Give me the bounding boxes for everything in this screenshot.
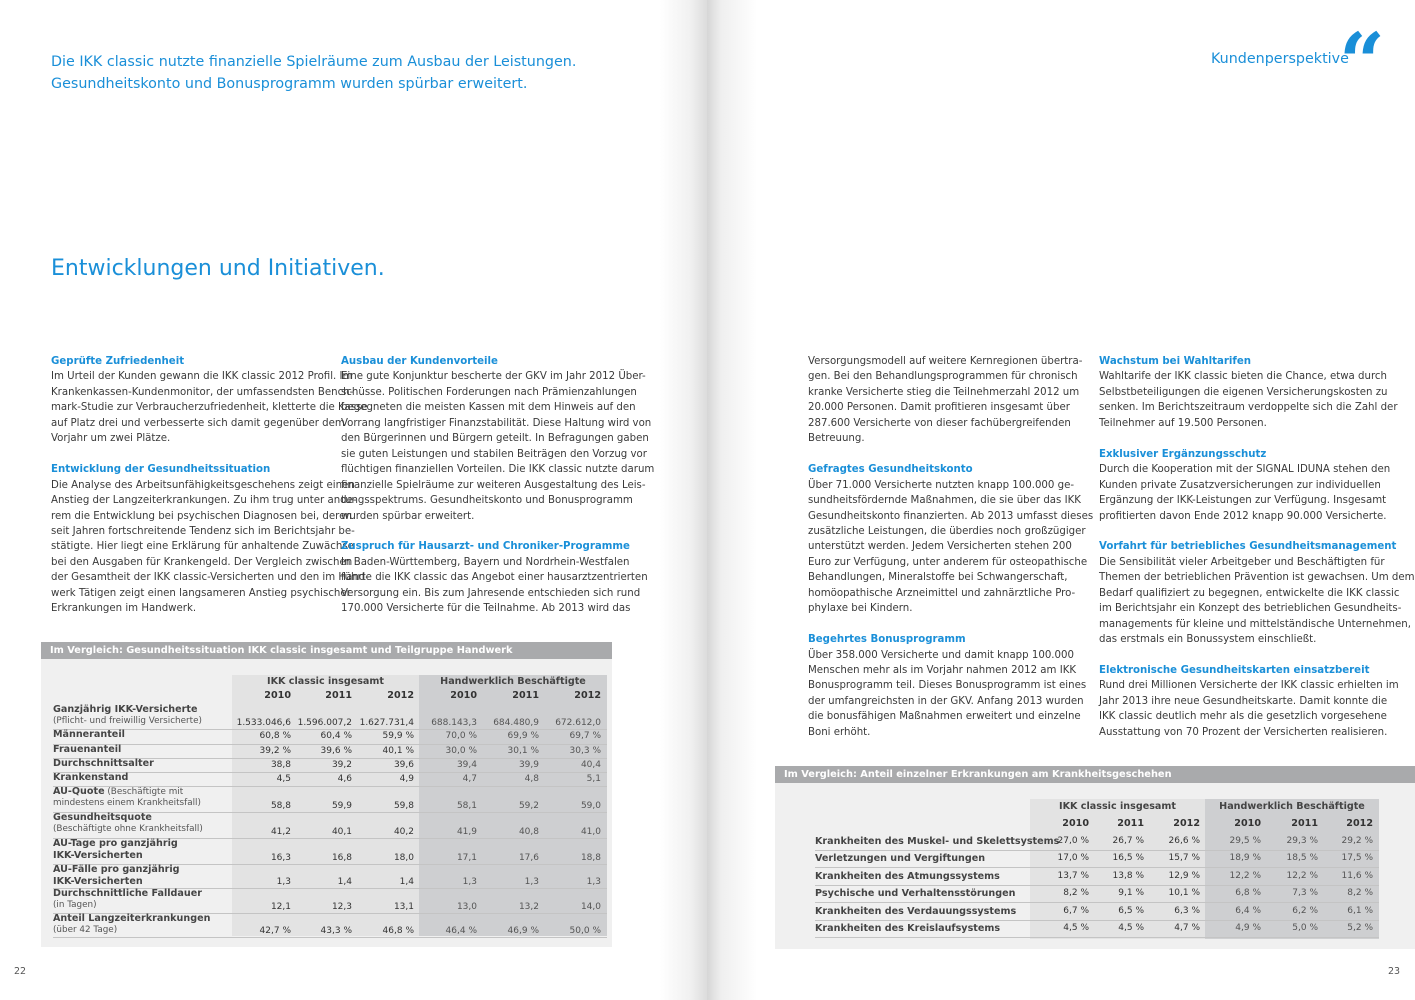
row-label-main: Krankenstand: [53, 772, 129, 783]
table-cell: 40,2: [393, 827, 414, 837]
table-cell: 14,0: [580, 902, 601, 912]
body-text-line: seit Jahren fortschreitende Tendenz sich im Berichtsjahr be-: [51, 525, 355, 537]
subsection-heading: Begehrtes Bonusprogramm: [808, 634, 966, 646]
table-title: Im Vergleich: Gesundheitssituation IKK classic insgesamt und Teilgruppe Handwerk: [41, 642, 612, 659]
table-row: [53, 704, 607, 729]
table-cell: 60,8 %: [259, 731, 291, 741]
table-cell: 16,8: [331, 853, 352, 863]
body-text-line: Menschen mehr als im Vorjahr nahmen 2012 am IKK: [808, 665, 1077, 677]
body-text-line: Eine gute Konjunktur bescherte der GKV im Jahr 2012 Über-: [341, 371, 646, 383]
table-cell: 6,3 %: [1174, 905, 1200, 916]
paragraph-spacer: [1099, 524, 1415, 539]
year-header: 2012: [1346, 818, 1373, 829]
body-text-line: Ausstattung von 70 Prozent der Versicherten realisieren.: [1099, 726, 1388, 738]
left-column-1: [51, 354, 369, 617]
table-cell: 40,8: [518, 827, 539, 837]
group-header: IKK classic insgesamt: [1030, 799, 1205, 815]
table-cell: 6,5 %: [1118, 905, 1144, 916]
table-cell: 29,5 %: [1229, 836, 1261, 846]
body-text-line: Durch die Kooperation mit der SIGNAL IDUNA stehen den: [1099, 464, 1391, 476]
table-cell: 1,3: [276, 877, 291, 887]
body-text-line: 20.000 Personen. Damit profitieren insgesamt über: [808, 402, 1070, 414]
row-label-main: Durchschnittliche Falldauer: [53, 888, 202, 899]
body-text-line: Krankenkassen-Kundenmonitor, der umfassendsten Bench-: [51, 386, 354, 398]
paragraph-spacer: [1099, 431, 1415, 446]
body-text-line: Wahltarife der IKK classic bieten die Chance, etwa durch: [1099, 371, 1387, 383]
table-cell: 29,2 %: [1341, 836, 1373, 846]
table-cell: 41,0: [580, 827, 601, 837]
row-label: [53, 838, 178, 862]
table-row: [53, 744, 607, 758]
row-label: [53, 744, 121, 756]
table-cell: 40,4: [580, 760, 601, 770]
table-cell: 59,2: [518, 801, 539, 811]
year-header: 2011: [1291, 818, 1318, 829]
paragraph-spacer: [808, 447, 1093, 462]
table-cell: 8,2 %: [1063, 888, 1089, 899]
row-label-main: Krankheiten des Verdauungssystems: [815, 905, 1017, 917]
table-cell: 12,2 %: [1229, 870, 1261, 881]
body-text-line: Vorrang langfristiger Finanzstabilität. Diese Haltung wird von: [341, 417, 652, 429]
row-label: [53, 704, 202, 727]
body-text-line: managements für kleine und mittelständische Unternehmen,: [1099, 618, 1411, 630]
table-cell: 8,2 %: [1347, 888, 1373, 899]
table-cell: 4,5 %: [1118, 923, 1144, 933]
body-text-line: der Gesamtheit der IKK classic-Versicherten und den im Hand-: [51, 572, 369, 584]
right-page: [707, 0, 1415, 1000]
table-cell: 18,0: [393, 853, 414, 863]
year-header: 2010: [1062, 818, 1089, 829]
year-header: 2012: [1173, 818, 1200, 829]
table-cell: 4,5 %: [1063, 923, 1089, 933]
table-cell: 26,6 %: [1168, 836, 1200, 846]
year-header: 2011: [512, 690, 539, 701]
body-text-line: In Baden-Württemberg, Bayern und Nordrhein-Westfalen: [341, 556, 630, 568]
subsection-heading: Elektronische Gesundheitskarten einsatzbereit: [1099, 665, 1370, 677]
table-cell: 17,1: [456, 853, 477, 863]
row-label-main: Verletzungen und Vergiftungen: [815, 853, 986, 865]
row-label-note: (über 42 Tage): [53, 925, 118, 935]
body-text-line: Erkrankungen im Handwerk.: [51, 603, 197, 615]
table-cell: 13,8 %: [1112, 870, 1144, 881]
year-header: 2010: [450, 690, 477, 701]
table-cell: 46,8 %: [382, 926, 414, 936]
body-text-line: 170.000 Versicherte für die Teilnahme. Ab 2013 wird das: [341, 603, 631, 615]
subsection-heading: Zuspruch für Hausarzt- und Chroniker-Programme: [341, 541, 630, 553]
table-cell: 4,9 %: [1235, 923, 1261, 933]
row-divider: [53, 937, 607, 938]
table-cell: 1,3: [586, 877, 601, 887]
body-text-line: flüchtigen finanziellen Vorteilen. Die IKK classic nutzte darum: [341, 464, 655, 476]
body-text-line: sie guten Leistungen und stabilen Beiträgen den Vorzug vor: [341, 448, 647, 460]
table-cell: 5,2 %: [1347, 923, 1373, 933]
body-text-line: Selbstbeteiligungen die eigenen Versicherungskosten zu: [1099, 386, 1388, 398]
row-label-main: IKK-Versicherten: [53, 850, 143, 861]
paragraph-spacer: [51, 447, 369, 462]
table-cell: 12,1: [270, 902, 291, 912]
year-header: 2011: [1117, 818, 1144, 829]
table-cell: 39,2 %: [259, 746, 291, 756]
table-cell: 1.533.046,6: [236, 718, 291, 728]
table-cell: 30,3 %: [569, 746, 601, 756]
body-text-line: die bonusfähigen Maßnahmen erweitert und einzelne: [808, 711, 1081, 723]
left-page: [0, 0, 707, 1000]
table-title: Im Vergleich: Anteil einzelner Erkrankungen am Krankheitsgeschehen: [775, 766, 1415, 783]
row-label-main: AU-Tage pro ganzjährig: [53, 838, 178, 849]
row-label-main: Ganzjährig IKK-Versicherte: [53, 704, 198, 715]
table-row: [815, 850, 1379, 867]
table-row: [815, 833, 1379, 850]
body-text-line: Ergänzung der IKK-Leistungen zur Verfügung. Insgesamt: [1099, 495, 1387, 507]
row-label: [815, 852, 985, 866]
table-cell: 688.143,3: [431, 718, 477, 728]
table-row: [815, 885, 1379, 902]
table-cell: 6,7 %: [1063, 905, 1089, 916]
table-cell: 9,1 %: [1118, 888, 1144, 899]
row-label: [53, 729, 125, 741]
table-cell: 4,7: [462, 774, 477, 784]
table-row: [53, 812, 607, 838]
body-text-line: Bedarf qualifiziert zu begegnen, entwickelte die IKK classic: [1099, 587, 1400, 599]
table-cell: 46,4 %: [445, 926, 477, 936]
table-cell: 5,0 %: [1292, 923, 1318, 933]
body-text-line: unterstützt werden. Jedem Versicherten stehen 200: [808, 541, 1072, 553]
table-cell: 39,9: [518, 760, 539, 770]
body-text-line: gen. Bei den Behandlungsprogrammen für chronisch: [808, 371, 1078, 383]
subsection-heading: Vorfahrt für betriebliches Gesundheitsmanagement: [1099, 541, 1397, 553]
group-header: Handwerklich Beschäftigte: [1205, 799, 1379, 815]
table-cell: 17,5 %: [1341, 853, 1373, 864]
group-header: Handwerklich Beschäftigte: [419, 675, 607, 688]
subsection-heading: Gefragtes Gesundheitskonto: [808, 464, 973, 476]
page-number: 23: [1388, 966, 1401, 977]
row-label: [815, 835, 1059, 849]
body-text-line: Anstieg der Langzeiterkrankungen. Zu ihm trug unter ande-: [51, 495, 357, 507]
intro-line: Gesundheitskonto und Bonusprogramm wurden spürbar erweitert.: [51, 76, 528, 92]
table-cell: 29,3 %: [1286, 836, 1318, 846]
body-text-line: Die Analyse des Arbeitsunfähigkeitsgeschehens zeigt einen: [51, 479, 355, 491]
quote-mark-icon: “: [1339, 15, 1386, 109]
row-label: [53, 772, 128, 784]
table-cell: 40,1: [331, 827, 352, 837]
table-row: [53, 786, 607, 812]
body-text-line: schüsse. Politischen Forderungen nach Prämienzahlungen: [341, 386, 637, 398]
year-header: 2011: [325, 690, 352, 701]
row-label-main: Anteil Langzeiterkrankungen: [53, 913, 211, 924]
intro-line: Die IKK classic nutzte finanzielle Spielräume zum Ausbau der Leistungen.: [51, 54, 577, 70]
subsection-heading: Wachstum bei Wahltarifen: [1099, 356, 1251, 367]
row-label-main: AU-Quote: [53, 786, 105, 797]
body-text-line: senken. Im Berichtszeitraum verdoppelte sich die Zahl der: [1099, 402, 1398, 414]
body-text-line: Über 71.000 Versicherte nutzten knapp 100.000 ge-: [808, 479, 1075, 491]
body-text-line: zusätzliche Leistungen, die überdies noch großzügiger: [808, 525, 1086, 537]
table-cell: 4,8: [524, 774, 539, 784]
page-number: 22: [14, 966, 27, 977]
table-row: [53, 888, 607, 913]
left-column-2: [341, 354, 654, 617]
body-text-line: wurden spürbar erweitert.: [341, 510, 475, 522]
table-cell: 39,6 %: [320, 746, 352, 756]
table-cell: 12,3: [331, 902, 352, 912]
body-text-line: Bonusprogramm teil. Dieses Bonusprogramm ist eines: [808, 680, 1087, 692]
table-cell: 18,5 %: [1286, 853, 1318, 864]
table-cell: 7,3 %: [1292, 888, 1318, 899]
table-cell: 58,8: [270, 801, 291, 811]
table-cell: 41,9: [456, 827, 477, 837]
table-cell: 59,9 %: [382, 731, 414, 741]
row-label-note: (Beschäftigte ohne Krankheitsfall): [53, 824, 203, 834]
table-cell: 30,0 %: [445, 746, 477, 756]
body-text-line: den Bürgerinnen und Bürgern geteilt. In Befragungen gaben: [341, 433, 649, 445]
table-cell: 39,6: [393, 760, 414, 770]
subsection-heading: Geprüfte Zufriedenheit: [51, 356, 185, 367]
subsection-heading: Exklusiver Ergänzungsschutz: [1099, 448, 1267, 460]
body-text-line: Die Sensibilität vieler Arbeitgeber und Beschäftigten für: [1099, 556, 1385, 568]
body-text-line: Euro zur Verfügung, unter anderem für osteopathische: [808, 556, 1088, 568]
table-cell: 6,8 %: [1235, 888, 1261, 899]
body-text-line: führte die IKK classic das Angebot einer hausarztzentrierten: [341, 572, 648, 584]
row-label-main: Krankheiten des Muskel- und Skelettsystems: [815, 836, 1060, 847]
table-cell: 46,9 %: [507, 926, 539, 936]
body-text-line: Versorgung ein. Bis zum Jahresende entschieden sich rund: [341, 587, 641, 599]
table-cell: 60,4 %: [320, 731, 352, 741]
body-text-line: Rund drei Millionen Versicherte der IKK classic erhielten im: [1099, 680, 1399, 692]
row-label-main: Psychische und Verhaltensstörungen: [815, 888, 1016, 900]
row-label-main: Krankheiten des Atmungssystems: [815, 870, 1000, 882]
row-label-main: IKK-Versicherten: [53, 876, 143, 887]
table-cell: 70,0 %: [445, 731, 477, 741]
body-text-line: phylaxe bei Kindern.: [808, 603, 913, 615]
body-text-line: rem die Entwicklung bei psychischen Diagnosen bei, deren: [51, 510, 352, 522]
paragraph-spacer: [341, 524, 654, 539]
right-column-1: [808, 354, 1093, 740]
row-label: [53, 786, 201, 809]
table-cell: 42,7 %: [259, 926, 291, 936]
body-text-line: begegneten die meisten Kassen mit dem Hinweis auf den: [341, 402, 636, 414]
table-cell: 11,6 %: [1341, 870, 1373, 881]
row-label-note: (in Tagen): [53, 900, 97, 910]
body-text-line: IKK classic deutlich mehr als die gesetzlich vorgesehene: [1099, 711, 1387, 723]
table-row: [53, 864, 607, 888]
body-text-line: auf Platz drei und verbesserte sich damit gegenüber dem: [51, 417, 345, 429]
body-text-line: homöopathische Arzneimittel und zahnärztliche Pro-: [808, 587, 1076, 599]
table-cell: 69,7 %: [569, 731, 601, 741]
row-label: [53, 812, 203, 835]
body-text-line: tungsspektrums. Gesundheitskonto und Bonusprogramm: [341, 495, 633, 507]
body-text-line: Versorgungsmodell auf weitere Kernregionen übertra-: [808, 356, 1083, 367]
body-text-line: mark-Studie zur Verbraucherzufriedenheit, kletterte die Kasse: [51, 402, 368, 414]
table-cell: 43,3 %: [320, 926, 352, 936]
body-text-line: Vorjahr um zwei Plätze.: [51, 433, 171, 445]
body-text-line: finanzielle Spielräume zur weiteren Ausgestaltung des Leis-: [341, 479, 646, 491]
body-text-line: Behandlungen, Mineralstoffe bei Schwangerschaft,: [808, 572, 1068, 584]
body-text-line: bei den Ausgaben für Krankengeld. Der Vergleich zwischen: [51, 556, 353, 568]
body-text-line: werk Tätigen zeigt einen langsameren Anstieg psychischer: [51, 587, 351, 599]
table-row: [53, 729, 607, 744]
row-label-note: (Beschäftigte mit: [104, 787, 184, 797]
table-cell: 41,2: [270, 827, 291, 837]
table-cell: 38,8: [270, 760, 291, 770]
illness-share-table: [775, 766, 1415, 949]
table-cell: 30,1 %: [507, 746, 539, 756]
table-cell: 1.596.007,2: [297, 718, 352, 728]
right-column-2: [1099, 354, 1415, 740]
intro-text: [51, 51, 611, 95]
row-label-main: Frauenanteil: [53, 744, 122, 755]
table-cell: 6,4 %: [1235, 905, 1261, 916]
row-label-main: Männeranteil: [53, 729, 125, 740]
table-cell: 4,9: [399, 774, 414, 784]
body-text-line: sundheitsfördernde Maßnahmen, die sie über das IKK: [808, 495, 1081, 507]
table-cell: 39,2: [331, 760, 352, 770]
body-text-line: Gesundheitskonto finanzierten. Ab 2013 umfasst dieses: [808, 510, 1094, 522]
row-label-note: (Pflicht- und freiwillig Versicherte): [53, 716, 202, 726]
table-cell: 4,5: [276, 774, 291, 784]
table-row: [53, 772, 607, 786]
body-text-line: Jahr 2013 ihre neue Gesundheitskarte. Damit konnte die: [1099, 695, 1388, 707]
table-cell: 58,1: [456, 801, 477, 811]
table-cell: 684.480,9: [493, 718, 539, 728]
table-cell: 13,7 %: [1057, 870, 1089, 881]
table-cell: 1,3: [462, 877, 477, 887]
table-cell: 13,2: [518, 902, 539, 912]
table-cell: 16,3: [270, 853, 291, 863]
table-cell: 26,7 %: [1112, 836, 1144, 846]
table-cell: 18,8: [580, 853, 601, 863]
group-header: IKK classic insgesamt: [232, 675, 419, 688]
year-header: 2012: [574, 690, 601, 701]
row-label-main: Gesundheitsquote: [53, 812, 152, 823]
row-label-main: AU-Fälle pro ganzjährig: [53, 864, 180, 875]
table-cell: 5,1: [586, 774, 601, 784]
subsection-heading: Entwicklung der Gesundheitssituation: [51, 464, 271, 476]
table-row: [53, 838, 607, 864]
body-text-line: Themen der betrieblichen Prävention ist gewachsen. Um dem: [1099, 572, 1415, 584]
table-cell: 6,1 %: [1347, 905, 1373, 916]
table-row: [815, 868, 1379, 885]
table-cell: 59,0: [580, 801, 601, 811]
table-cell: 16,5 %: [1112, 853, 1144, 864]
table-row: [53, 758, 607, 772]
table-cell: 50,0 %: [569, 926, 601, 936]
body-text-line: der umfangreichsten in der GKV. Anfang 2013 wurden: [808, 695, 1084, 707]
row-label: [815, 922, 1000, 936]
table-cell: 1.627.731,4: [359, 718, 414, 728]
row-label: [53, 913, 210, 936]
body-text-line: Teilnehmer auf 19.500 Personen.: [1099, 417, 1267, 429]
row-label: [53, 864, 180, 888]
table-cell: 27,0 %: [1057, 836, 1089, 846]
body-text-line: kranke Versicherte stieg die Teilnehmerzahl 2012 um: [808, 386, 1080, 398]
table-cell: 1,4: [337, 877, 352, 887]
table-row: [815, 920, 1379, 937]
table-row: [53, 913, 607, 937]
row-label: [815, 870, 1000, 884]
table-cell: 18,9 %: [1229, 853, 1261, 864]
body-text-line: 287.600 Versicherte von dieser fachübergreifenden: [808, 417, 1071, 429]
row-label-note: mindestens einem Krankheitsfall): [53, 798, 201, 808]
row-label-main: Durchschnittsalter: [53, 758, 154, 769]
table-cell: 10,1 %: [1168, 888, 1200, 899]
year-header: 2012: [387, 690, 414, 701]
table-cell: 12,2 %: [1286, 870, 1318, 881]
table-cell: 4,7 %: [1174, 923, 1200, 933]
body-text-line: das erstmals ein Bonussystem einschließt.: [1099, 634, 1317, 646]
year-header: 2010: [264, 690, 291, 701]
table-cell: 6,2 %: [1292, 905, 1318, 916]
table-cell: 59,8: [393, 801, 414, 811]
table-cell: 1,3: [524, 877, 539, 887]
table-cell: 13,0: [456, 902, 477, 912]
paragraph-spacer: [1099, 648, 1415, 663]
table-cell: 39,4: [456, 760, 477, 770]
row-label: [53, 888, 202, 911]
table-cell: 12,9 %: [1168, 870, 1200, 881]
body-text-line: Über 358.000 Versicherte und damit knapp 100.000: [808, 649, 1074, 661]
row-label: [815, 887, 1015, 901]
table-cell: 69,9 %: [507, 731, 539, 741]
body-text-line: Kunden private Zusatzversicherungen zur individuellen: [1099, 479, 1381, 491]
body-text-line: stätigte. Hier liegt eine Erklärung für anhaltende Zuwächse: [51, 541, 354, 553]
subsection-heading: Ausbau der Kundenvorteile: [341, 356, 498, 367]
body-text-line: profitierten davon Ende 2012 knapp 90.000 Versicherte.: [1099, 510, 1387, 522]
row-label: [53, 758, 154, 770]
body-text-line: Boni erhöht.: [808, 726, 871, 738]
table-cell: 4,6: [337, 774, 352, 784]
body-text-line: im Berichtsjahr ein Konzept des betrieblichen Gesundheits-: [1099, 603, 1402, 615]
table-cell: 672.612,0: [555, 718, 601, 728]
year-header: 2010: [1234, 818, 1261, 829]
body-text-line: Im Urteil der Kunden gewann die IKK classic 2012 Profil. Im: [51, 371, 353, 383]
table-cell: 1,4: [399, 877, 414, 887]
table-cell: 15,7 %: [1168, 853, 1200, 864]
table-cell: 17,6: [518, 853, 539, 863]
table-cell: 17,0 %: [1057, 853, 1089, 864]
table-cell: 59,9: [331, 801, 352, 811]
table-cell: 13,1: [393, 902, 414, 912]
table-row: [815, 903, 1379, 920]
row-divider: [815, 937, 1379, 938]
chapter-header: Kundenperspektive: [1211, 51, 1349, 67]
health-comparison-table: [41, 642, 612, 947]
section-title: Entwicklungen und Initiativen.: [51, 256, 385, 281]
body-text-line: Betreuung.: [808, 433, 865, 445]
paragraph-spacer: [808, 617, 1093, 632]
table-cell: 40,1 %: [382, 746, 414, 756]
row-label-main: Krankheiten des Kreislaufsystems: [815, 923, 1001, 934]
row-label: [815, 905, 1016, 919]
